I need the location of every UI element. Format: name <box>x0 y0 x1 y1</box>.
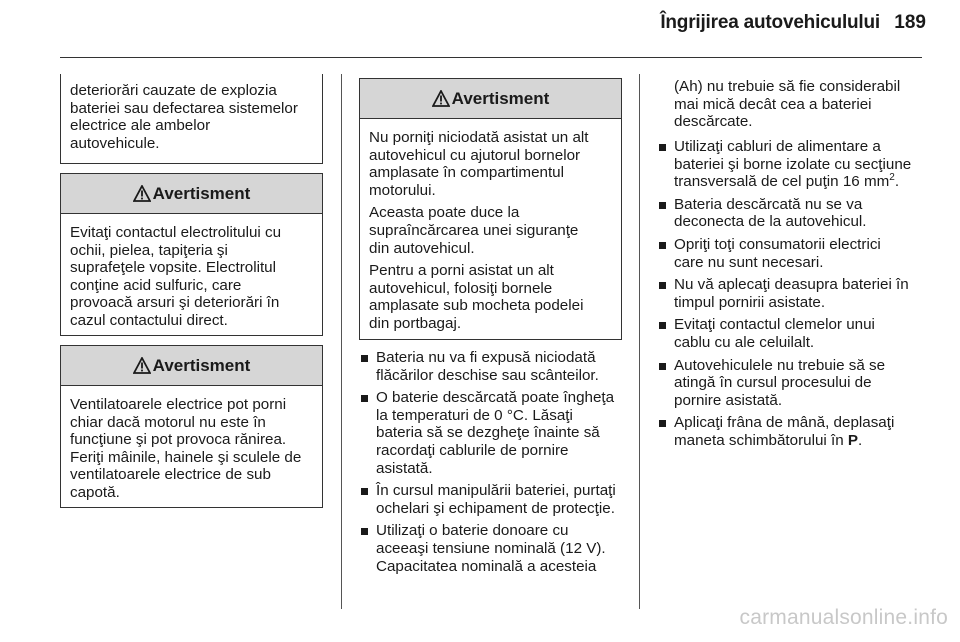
text-line: (Ah) nu trebuie să fie considerabil <box>674 78 901 95</box>
text-line <box>674 432 927 450</box>
text-line: Evitaţi contactul electrolitului cu <box>70 224 282 241</box>
bullet-square-icon <box>361 528 368 535</box>
list-item <box>657 236 927 271</box>
text-line: capotă. <box>70 483 120 501</box>
list-item <box>657 276 927 311</box>
text-line: autovehicul cu ajutorul bornelor <box>369 146 581 164</box>
bullet-list-col3 <box>657 138 927 455</box>
text-line: din portbagaj. <box>369 314 462 332</box>
text-line: Capacitatea nominală a acesteia <box>376 557 597 575</box>
warning-header <box>61 174 322 214</box>
text-line: conţine acid sulfuric, care <box>70 276 242 294</box>
text-line: supraîncărcarea unei siguranţe <box>369 221 579 239</box>
warning-text <box>360 119 621 341</box>
warning-box-fans <box>60 345 323 508</box>
text-line: Pentru a porni asistat un alt <box>369 262 554 280</box>
text-line: electrice ale ambelor <box>70 117 211 135</box>
text-line: care nu sunt necesari. <box>674 253 824 271</box>
list-item <box>359 522 631 575</box>
text-line: pornire asistată. <box>674 391 783 409</box>
text-line: aceeaşi tensiune nominală (12 V). <box>376 539 606 557</box>
text-line: Feriţi mâinile, hainele şi sculele de <box>70 448 302 466</box>
warning-triangle-icon <box>133 185 151 202</box>
text-line: asistată. <box>376 459 433 477</box>
text-fragment: transversală de cel puţin 16 mm <box>674 173 890 191</box>
text-line: Nu porniţi niciodată asistat un alt <box>369 129 589 146</box>
text-line: motorului. <box>369 181 436 199</box>
text-line: Bateria descărcată nu se va <box>674 195 863 213</box>
text-line: suprafeţele vopsite. Electrolitul <box>70 259 276 277</box>
text-line: racordaţi cablurile de pornire <box>376 441 569 459</box>
bullet-square-icon <box>659 144 666 151</box>
text-line: autovehicul, folosiţi bornele <box>369 279 553 297</box>
text-line: cazul contactului direct. <box>70 311 228 329</box>
warning-box-jump-start <box>359 78 622 340</box>
text-line: ochii, pielea, tapiţeria şi <box>70 241 228 259</box>
bullet-square-icon <box>659 420 666 427</box>
warning-paragraph <box>369 129 612 199</box>
list-item <box>359 389 631 477</box>
text-line: amplasate sub mocheta podelei <box>369 297 584 315</box>
continued-text <box>674 78 934 131</box>
text-line: chiar dacă motorul nu este în <box>70 413 266 431</box>
text-line: cablu cu ale celuilalt. <box>674 333 815 351</box>
text-line: ventilatoarele electrice de sub <box>70 466 271 484</box>
bullet-square-icon <box>659 282 666 289</box>
warning-header <box>61 346 322 386</box>
text-line: Aplicaţi frâna de mână, deplasaţi <box>674 414 895 432</box>
text-line: Utilizaţi cabluri de alimentare a <box>674 138 881 155</box>
text-line: funcţiune şi pot provoca rănirea. <box>70 431 287 449</box>
bullet-square-icon <box>659 322 666 329</box>
warning-triangle-icon <box>133 357 151 374</box>
text-fragment: maneta schimbătorului în <box>674 431 848 449</box>
warning-triangle-icon <box>432 90 450 107</box>
bullet-square-icon <box>659 202 666 209</box>
text-line: O baterie descărcată poate îngheţa <box>376 389 615 407</box>
list-item <box>657 138 927 191</box>
warning-paragraph <box>369 262 612 332</box>
warning-text <box>61 214 322 338</box>
list-item <box>657 414 927 449</box>
text-line: la temperaturi de 0 °C. Lăsaţi <box>376 406 573 424</box>
warning-title: Avertisment <box>152 183 251 203</box>
column-divider-right <box>639 74 640 609</box>
bullet-square-icon <box>361 355 368 362</box>
text-line: Opriţi toţi consumatorii electrici <box>674 235 881 253</box>
bullet-list-col2 <box>359 349 631 580</box>
header-rule <box>60 57 922 58</box>
bullet-square-icon <box>361 395 368 402</box>
bullet-square-icon <box>659 363 666 370</box>
warning-title: Avertisment <box>152 355 251 375</box>
text-fragment: . <box>894 173 900 191</box>
text-line: autovehicule. <box>70 134 160 152</box>
text-line <box>674 173 927 191</box>
bullet-square-icon <box>361 488 368 495</box>
text-line: deconecta de la autovehicul. <box>674 213 867 231</box>
text-line: Autovehiculele nu trebuie să se <box>674 356 886 374</box>
text-line: provoacă arsuri şi deteriorări în <box>70 294 280 312</box>
list-item <box>657 196 927 231</box>
text-fragment: . <box>858 431 863 449</box>
text-line: timpul pornirii asistate. <box>674 293 826 311</box>
text-line: bateria să se dezgheţe înainte să <box>376 424 600 442</box>
bullet-square-icon <box>659 242 666 249</box>
text-line: descărcate. <box>674 113 753 131</box>
text-line: ochelari şi echipament de protecţie. <box>376 499 615 517</box>
warning-text <box>61 386 322 510</box>
text-line: amplasate în compartimentul <box>369 164 564 182</box>
column-divider-left <box>341 74 342 609</box>
warning-title: Avertisment <box>451 88 550 108</box>
text-line: atingă în cursul procesului de <box>674 374 872 392</box>
text-line: Utilizaţi o baterie donoare cu <box>376 522 569 540</box>
list-item <box>359 349 631 384</box>
text-line: din autovehicul. <box>369 239 475 257</box>
superscript: 2 <box>889 172 895 184</box>
list-item <box>657 316 927 351</box>
text-line: Aceasta poate duce la <box>369 204 520 222</box>
text-line: flăcărilor deschise sau scânteilor. <box>376 366 599 384</box>
section-title: Îngrijirea autovehiculului <box>660 12 880 33</box>
text-line: mai mică decât cea a bateriei <box>674 95 872 113</box>
text-line: bateriei sau defectarea sistemelor <box>70 99 298 117</box>
text-line: Ventilatoarele electrice pot porni <box>70 396 287 413</box>
warning-box-electrolyte <box>60 173 323 336</box>
text-line: Nu vă aplecaţi deasupra bateriei în <box>674 276 909 294</box>
gear-position-label: P <box>847 431 859 449</box>
warning-header <box>360 79 621 119</box>
list-item <box>657 357 927 410</box>
watermark: carmanualsonline.info <box>739 606 948 629</box>
page-number: 189 <box>894 12 926 33</box>
text-line: bateriei şi borne izolate cu secţiune <box>674 155 912 173</box>
text-line: În cursul manipulării bateriei, purtaţi <box>376 482 616 500</box>
list-item <box>359 482 631 517</box>
continued-warning-box <box>60 74 323 164</box>
text-line: Evitaţi contactul clemelor unui <box>674 316 875 334</box>
text-line: deteriorări cauzate de explozia <box>70 82 277 99</box>
continued-warning-text <box>61 74 322 160</box>
warning-paragraph <box>369 204 612 257</box>
text-line: Bateria nu va fi expusă niciodată <box>376 349 596 366</box>
